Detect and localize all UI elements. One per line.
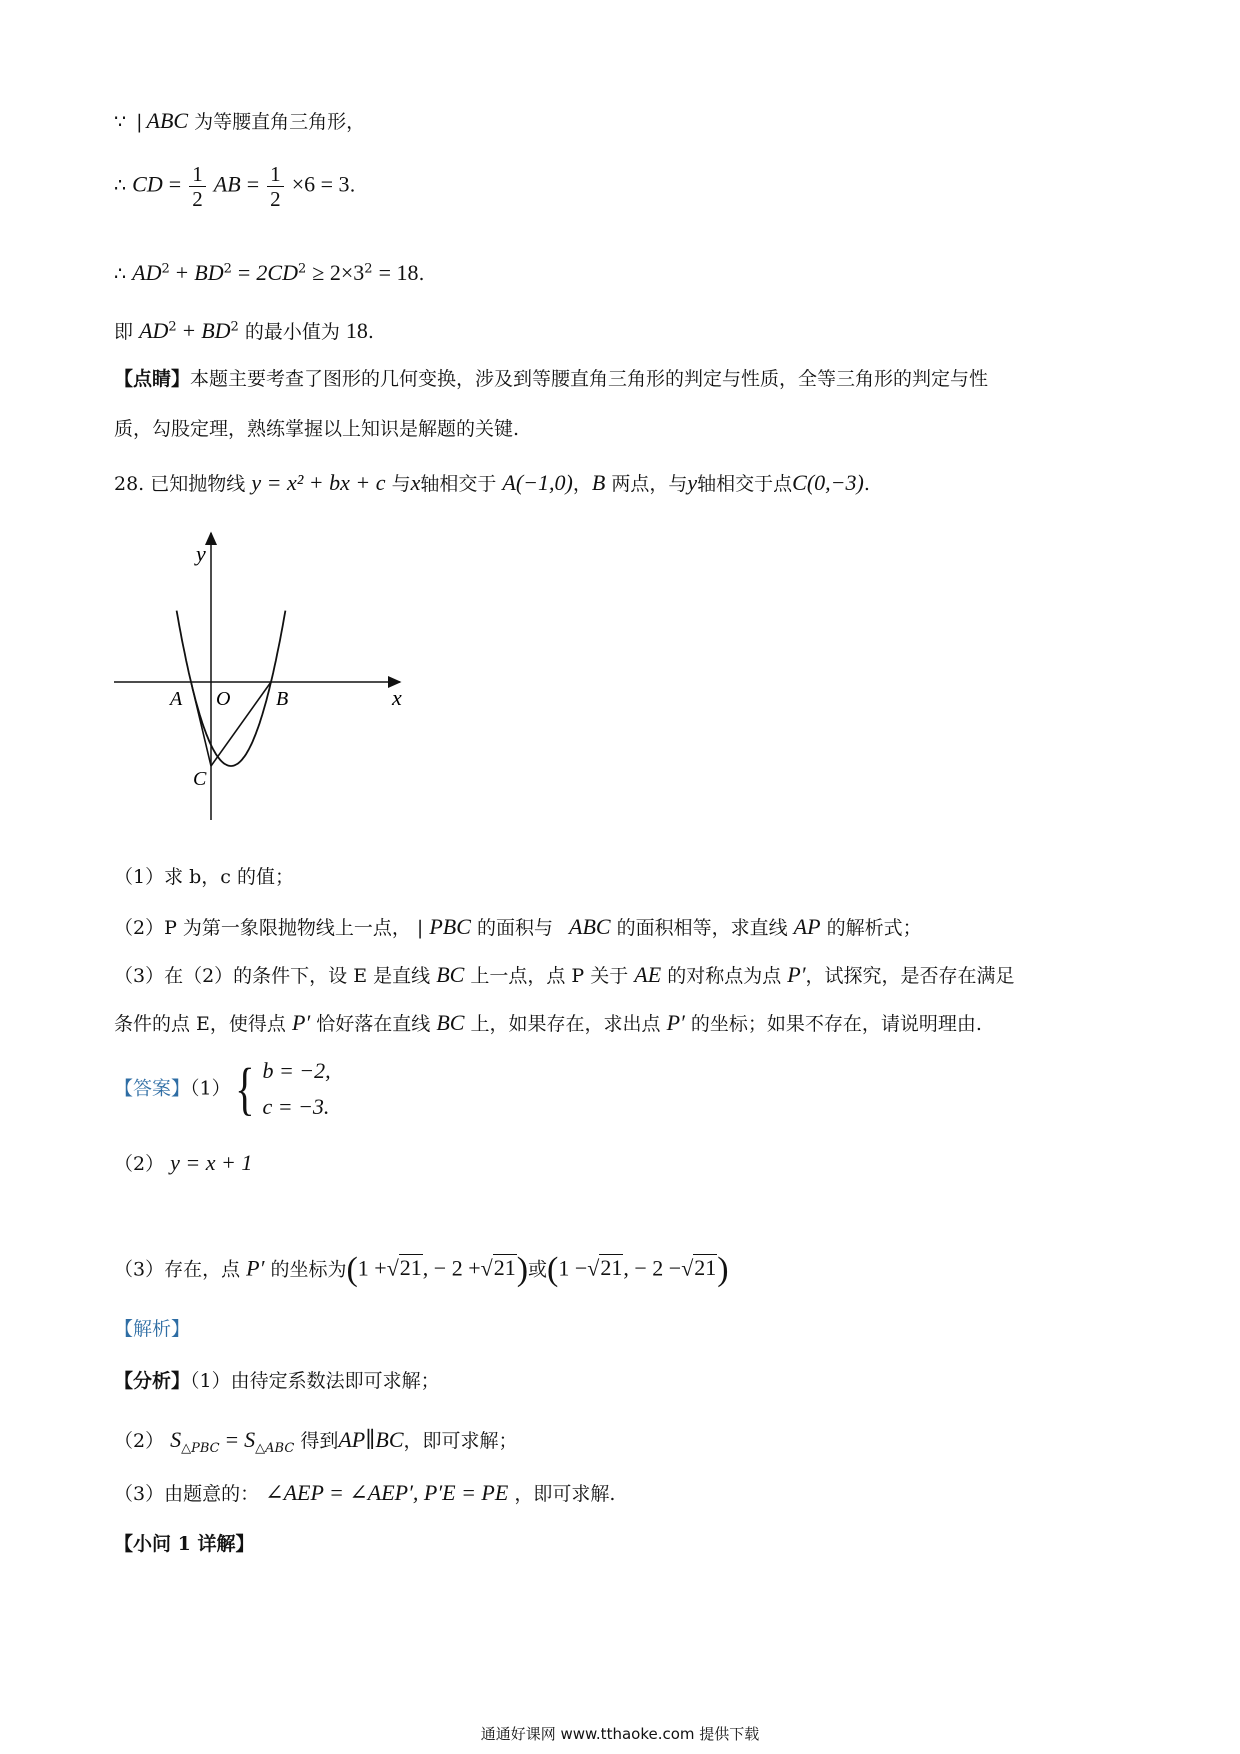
label-y: y <box>196 541 206 566</box>
coord-1-b: , − 2 + <box>422 1255 481 1281</box>
fenxi-text-1: （1）由待定系数法即可求解； <box>190 1370 440 1392</box>
cd-var: CD <box>132 171 163 197</box>
proof-line-4 <box>114 318 374 344</box>
problem-number: 28. <box>114 473 145 495</box>
frac-den: 2 <box>192 187 203 212</box>
coord-2-b: , − 2 − <box>623 1255 682 1281</box>
page-footer: 通通好课网 www.tthaoke.com 提供下载 <box>480 1725 760 1743</box>
point-b: B <box>591 470 606 495</box>
ab-var: AB <box>213 171 241 197</box>
left-brace: { <box>234 1056 255 1122</box>
fenxi-3-prefix: （3）由题意的： <box>114 1483 260 1505</box>
question-3-text-b: 上一点，点 P 关于 <box>470 965 629 987</box>
question-3-text-a: （3）在（2）的条件下，设 E 是直线 <box>114 965 431 987</box>
fraction-half-1 <box>189 162 206 211</box>
because-symbol: ∵ <box>114 111 127 133</box>
equals-sign: = <box>168 171 182 197</box>
question-3-text-g: 上，如果存在，求出点 <box>470 1013 661 1035</box>
proof-line-1 <box>114 108 365 134</box>
area-pbc-sub: △PBC <box>181 1440 220 1456</box>
question-2-text-c: 的面积相等，求直线 <box>616 917 788 939</box>
bd-var: BD <box>194 260 224 285</box>
sqrt-21: 21 <box>694 1255 717 1281</box>
detail-label: 【小问 1 详解】 <box>114 1533 255 1555</box>
comment-label: 【点睛】 <box>114 368 191 390</box>
segment-ac <box>191 682 211 766</box>
sqrt-sign: √ <box>681 1255 694 1281</box>
point-p-prime: P′ <box>291 1010 311 1035</box>
fenxi-2-post: ，即可求解； <box>403 1430 518 1452</box>
fenxi-2-mid: 得到 <box>300 1430 339 1452</box>
plus-sign: + <box>182 318 196 343</box>
problem-with: 与 <box>391 473 411 495</box>
proof-line-1-text: 为等腰直角三角形， <box>194 111 366 133</box>
question-2 <box>114 914 922 940</box>
problem-two-points: 两点，与 <box>611 473 688 495</box>
triangle-mark: | <box>416 917 424 939</box>
rhs-2: = 18 <box>378 260 419 285</box>
line-ap: AP <box>793 914 821 939</box>
y-axis-var: y <box>687 470 698 495</box>
problem-intersect-2: 轴相交于点 <box>697 473 793 495</box>
question-1 <box>114 866 294 889</box>
problem-intro: 已知抛物线 <box>150 473 246 495</box>
c-value: c = −3. <box>262 1094 330 1120</box>
triangle-pbc: PBC <box>429 914 471 939</box>
question-1-text: （1）求 b，c 的值； <box>114 866 294 888</box>
rhs-1: ≥ 2×3 <box>312 260 365 285</box>
line-ae: AE <box>634 962 662 987</box>
point-p-prime: P′ <box>787 962 806 987</box>
fenxi-3-post: ，即可求解. <box>514 1483 616 1505</box>
question-3-line-1 <box>114 962 1015 988</box>
paren-open: ( <box>547 1251 559 1288</box>
comment-text-2: 质，勾股定理，熟练掌握以上知识是解题的关键. <box>114 418 520 440</box>
answer-part-1-label: （1） <box>190 1077 231 1100</box>
b-value: b = −2, <box>262 1058 331 1083</box>
point-a: A(−1,0) <box>502 470 573 495</box>
answer-part-3 <box>114 1250 729 1291</box>
sqrt-21: 21 <box>493 1255 516 1281</box>
question-2-text-a: （2）P 为第一象限抛物线上一点， <box>114 917 411 939</box>
answer-part-1 <box>114 1053 331 1126</box>
question-2-text-d: 的解析式； <box>826 917 922 939</box>
coord-2-a: 1 − <box>558 1255 588 1281</box>
triangle-mark: | <box>136 111 143 133</box>
paren-close: ) <box>717 1251 729 1288</box>
question-2-text-b: 的面积与 <box>476 917 553 939</box>
comment-line-2 <box>114 418 519 441</box>
sqrt-sign: √ <box>480 1255 493 1281</box>
area-abc: S <box>244 1427 256 1452</box>
question-3-text-h: 的坐标；如果不存在，请说明理由. <box>690 1013 982 1035</box>
fenxi-line-1 <box>114 1370 440 1393</box>
label-a: A <box>170 688 183 710</box>
exponent: 2 <box>364 261 373 277</box>
label-x: x <box>392 685 402 710</box>
exponent: 2 <box>297 261 307 277</box>
period: . <box>863 473 870 495</box>
coord-1-a: 1 + <box>357 1255 387 1281</box>
fraction-half-2 <box>267 162 284 211</box>
label-o: O <box>216 688 231 710</box>
answer-part-2 <box>114 1150 252 1176</box>
analysis-label: 【解析】 <box>114 1318 191 1340</box>
frac-den: 2 <box>270 187 281 212</box>
therefore-symbol: ∴ <box>114 263 127 285</box>
sqrt-sign: √ <box>587 1255 600 1281</box>
label-c: C <box>193 768 207 790</box>
sqrt-21: 21 <box>399 1255 422 1281</box>
period: . <box>367 321 374 343</box>
ad-var: AD <box>132 260 162 285</box>
label-b: B <box>276 688 289 710</box>
fenxi-line-2 <box>114 1427 518 1456</box>
problem-statement <box>114 470 870 496</box>
problem-intersect: 轴相交于 <box>420 473 497 495</box>
ad-var: AD <box>139 318 169 343</box>
area-pbc: S <box>170 1427 182 1452</box>
question-3-line-2 <box>114 1010 982 1036</box>
proof-line-2-tail: ×6 = 3 <box>291 171 350 197</box>
area-abc-sub: △ABC <box>255 1440 295 1456</box>
exponent: 2 <box>168 319 177 335</box>
sqrt-sign: √ <box>386 1255 399 1281</box>
min-value: 18 <box>345 318 368 343</box>
comment-line-1 <box>114 368 988 391</box>
point-p-prime: P′ <box>246 1255 265 1281</box>
point-p-prime: P′ <box>666 1010 685 1035</box>
angle-relation: ∠AEP = ∠AEP′, P′E = PE <box>265 1480 509 1505</box>
question-3-text-d: ，试探究，是否存在满足 <box>805 965 1015 987</box>
fenxi-2-prefix: （2） <box>114 1430 165 1452</box>
point-c: C(0,−3) <box>792 470 864 495</box>
bd-var: BD <box>201 318 231 343</box>
or-text: 或 <box>528 1258 548 1281</box>
line-4-text: 的最小值为 <box>244 321 340 343</box>
x-axis-var: x <box>410 470 421 495</box>
line-4-prefix: 即 <box>114 321 134 343</box>
sqrt-21: 21 <box>600 1255 623 1281</box>
question-3-text-f: 恰好落在直线 <box>316 1013 431 1035</box>
proof-line-3 <box>114 260 425 286</box>
line-bc: BC <box>436 962 465 987</box>
equals-sign: = <box>225 1427 239 1452</box>
coordinate-text: 的坐标为 <box>270 1258 347 1281</box>
plus-sign: + <box>175 260 189 285</box>
fenxi-line-3 <box>114 1480 615 1506</box>
answer-part-2-label: （2） <box>114 1153 165 1175</box>
detail-heading <box>114 1533 254 1556</box>
therefore-symbol: ∴ <box>114 174 127 197</box>
period: . <box>418 263 425 285</box>
frac-num: 1 <box>267 162 284 187</box>
triangle-abc: ABC <box>569 914 611 939</box>
frac-num: 1 <box>189 162 206 187</box>
triangle-abc: ABC <box>146 108 189 133</box>
equals-sign: = <box>237 260 251 285</box>
question-3-text-c: 的对称点为点 <box>667 965 782 987</box>
equals-sign: = <box>246 171 260 197</box>
parabola-equation: y = x² + bx + c <box>251 470 386 495</box>
exponent: 2 <box>230 319 239 335</box>
fenxi-label: 【分析】 <box>114 1370 191 1392</box>
answer-cases <box>262 1053 330 1126</box>
parallel-relation: AP∥BC <box>338 1427 404 1452</box>
exponent: 2 <box>223 261 232 277</box>
question-3-text-e: 条件的点 E，使得点 <box>114 1013 286 1035</box>
proof-line-2 <box>114 162 356 211</box>
answer-part-3-text: （3）存在，点 <box>114 1258 241 1281</box>
exponent: 2 <box>161 261 170 277</box>
comma: ， <box>572 473 592 495</box>
comment-text-1: 本题主要考查了图形的几何变换，涉及到等腰直角三角形的判定与性质，全等三角形的判定与性 <box>190 368 989 390</box>
line-bc: BC <box>436 1010 465 1035</box>
two-cd-var: 2CD <box>256 260 298 285</box>
answer-label: 【答案】 <box>114 1077 191 1100</box>
analysis-heading <box>114 1318 190 1341</box>
paren-open: ( <box>346 1251 358 1288</box>
answer-line-equation: y = x + 1 <box>170 1150 253 1175</box>
period: . <box>349 174 356 197</box>
parabola-graph <box>108 525 408 825</box>
paren-close: ) <box>516 1251 529 1288</box>
